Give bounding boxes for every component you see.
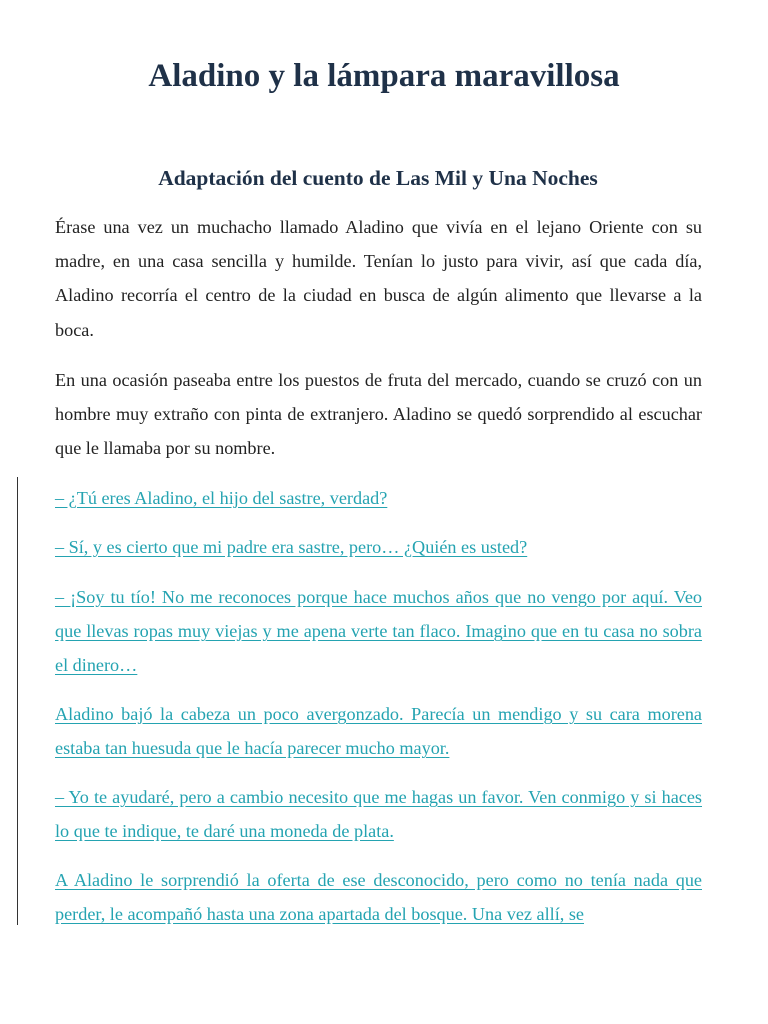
document-subtitle: Adaptación del cuento de Las Mil y Una Noches — [158, 166, 598, 190]
change-bar — [17, 477, 18, 925]
paragraph-market: En una ocasión paseaba entre los puestos de fruta del mercado, cuando se cruzó con un hombre muy extraño con pinta de extranjero. Aladino se quedó sorprendido al escuchar que le llamaba por su nombre. — [55, 370, 702, 459]
dialog-line-3: – ¡Soy tu tío! No me reconoces porque hace muchos años que no vengo por aquí. Veo que llevas ropas muy viejas y me apena verte tan flaco. Imagino que en tu casa no sobra el dinero… — [55, 587, 702, 676]
dialog-line-1: – ¿Tú eres Aladino, el hijo del sastre, verdad? — [55, 488, 388, 508]
dialog-line-5: – Yo te ayudaré, pero a cambio necesito que me hagas un favor. Ven conmigo y si haces lo que te indique, te daré una moneda de plata. — [55, 787, 702, 842]
paragraph-intro: Érase una vez un muchacho llamado Aladino que vivía en el lejano Oriente con su madre, en una casa sencilla y humilde. Tenían lo justo para vivir, así que cada día, Aladino recorría el centro de la ciudad en busca de algún alimento que llevarse a la boca. — [55, 217, 702, 340]
narration-line-4: Aladino bajó la cabeza un poco avergonzado. Parecía un mendigo y su cara morena estaba tan huesuda que le hacía parecer mucho mayor. — [55, 704, 702, 759]
document-title: Aladino y la lámpara maravillosa — [148, 58, 620, 94]
narration-line-6: A Aladino le sorprendió la oferta de ese desconocido, pero como no tenía nada que perder, le acompañó hasta una zona apartada del bosque. Una vez allí, se — [55, 870, 702, 925]
dialog-line-2: – Sí, y es cierto que mi padre era sastre, pero… ¿Quién es usted? — [55, 537, 528, 557]
